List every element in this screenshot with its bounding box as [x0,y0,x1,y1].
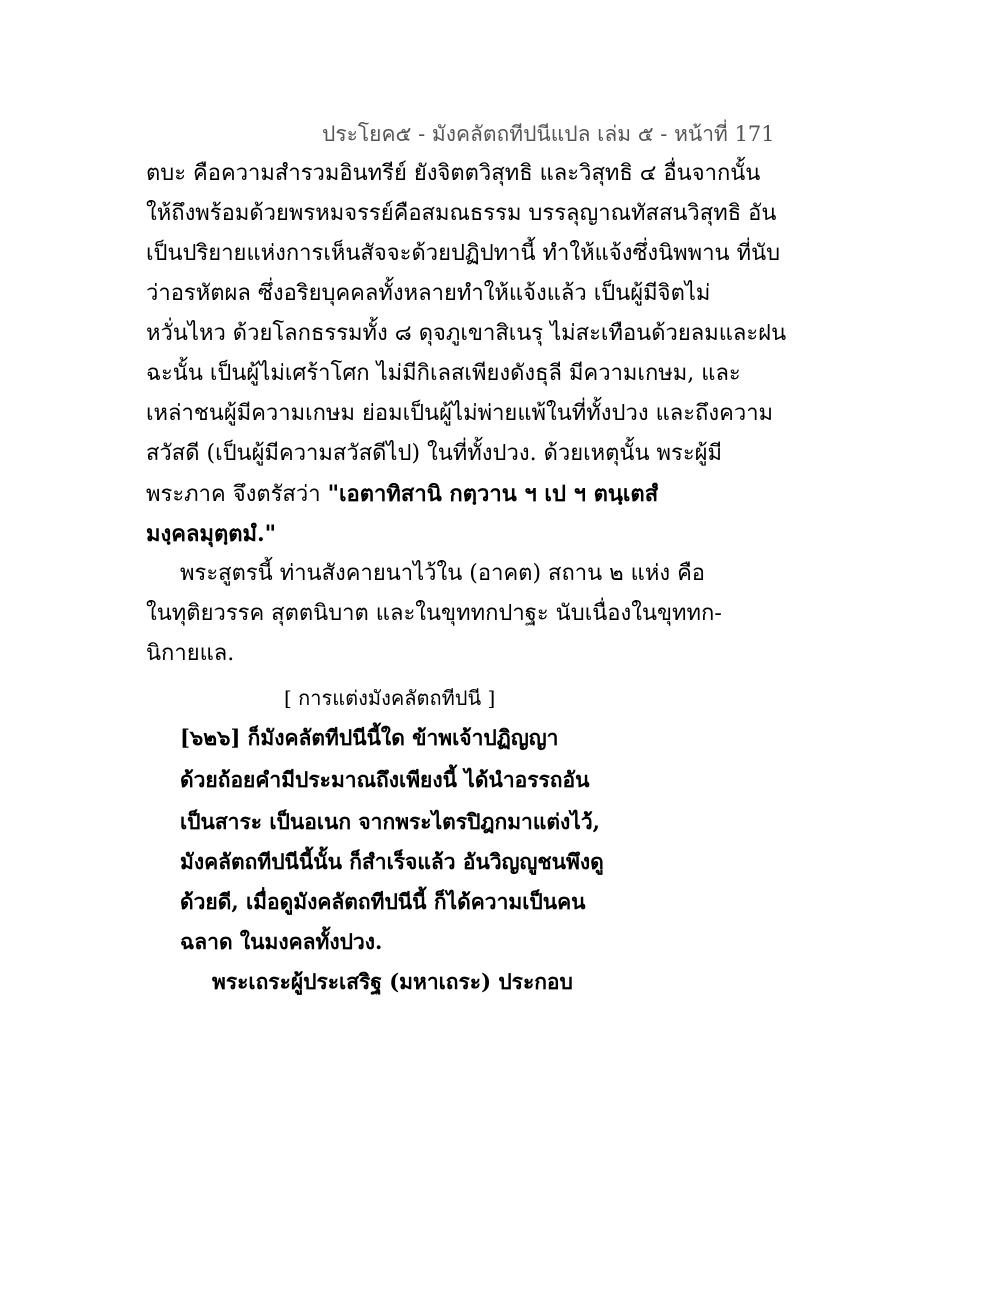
verse-line: มังคลัตถทีปนีนี้นั้น ก็สำเร็จแล้ว อันวิญญูชนพึงดู [180,849,604,874]
text-line: พระสูตรนี้ ท่านสังคายนาไว้ใน (อาคต) สถาน ๒ แห่ง คือ [180,561,706,586]
final-line: พระเถระผู้ประเสริฐ (มหาเถระ) ประกอบ [212,969,573,994]
text-line: ว่าอรหัตผล ซึ่งอริยบุคคลทั้งหลายทำให้แจ้งแล้ว เป็นผู้มีจิตไม่ [146,281,711,306]
text-line: นิกายแล. [146,641,235,666]
text-line: สวัสดี (เป็นผู้มีความสวัสดีไป) ในที่ทั้งปวง. ด้วยเหตุนั้น พระผู้มี [146,441,723,466]
verse-line: ด้วยถ้อยคำมีประมาณถึงเพียงนี้ ได้นำอรรถอัน [180,767,590,792]
text-line: ในทุติยวรรค สุตตนิบาต และในขุททกปาฐะ นับเนื่องในขุททก- [146,601,722,626]
text-line: ฉะนั้น เป็นผู้ไม่เศร้าโศก ไม่มีกิเลสเพียงดังธุลี มีความเกษม, และ [146,361,741,386]
verse-line: ด้วยดี, เมื่อดูมังคลัตถทีปนีนี้ ก็ได้ความเป็นคน [180,889,586,914]
text-line: เหล่าชนผู้มีความเกษม ย่อมเป็นผู้ไม่พ่ายแพ้ในที่ทั้งปวง และถึงความ [146,401,774,426]
page-header: ประโยค๕ - มังคลัตถทีปนีแปล เล่ม ๕ - หน้าที่ 171 [322,122,775,146]
quote-prefix: พระภาค จึงตรัสว่า [146,482,328,507]
quote-line [146,483,658,506]
verse-line: เป็นสาระ เป็นอเนก จากพระไตรปิฎกมาแต่งไว้, [180,809,600,834]
text-line: เป็นปริยายแห่งการเห็นสัจจะด้วยปฏิปทานี้ ทำให้แจ้งซึ่งนิพพาน ที่นับ [146,241,781,266]
text-line: หวั่นไหว ด้วยโลกธรรมทั้ง ๘ ดุจภูเขาสิเนรุ ไม่สะเทือนด้วยลมและฝน [146,321,787,346]
text-line: ตบะ คือความสำรวมอินทรีย์ ยังจิตตวิสุทธิ และวิสุทธิ ๔ อื่นจากนั้น [146,161,761,186]
verse-line: [๖๒๖] ก็มังคลัตทีปนีนี้ใด ข้าพเจ้าปฏิญญา [180,725,559,750]
verse-line: ฉลาด ในมงคลทั้งปวง. [180,929,383,954]
quote-pali: "เอตาทิสานิ กตฺวาน ฯ เป ฯ ตนฺเตสํ [327,481,659,507]
text-line: ให้ถึงพร้อมด้วยพรหมจรรย์คือสมณธรรม บรรลุญาณทัสสนวิสุทธิ อัน [146,201,777,226]
section-title: [ การแต่งมังคลัตถทีปนี ] [284,686,496,710]
quote-end: มงฺคลมุตฺตมํ." [146,521,277,547]
